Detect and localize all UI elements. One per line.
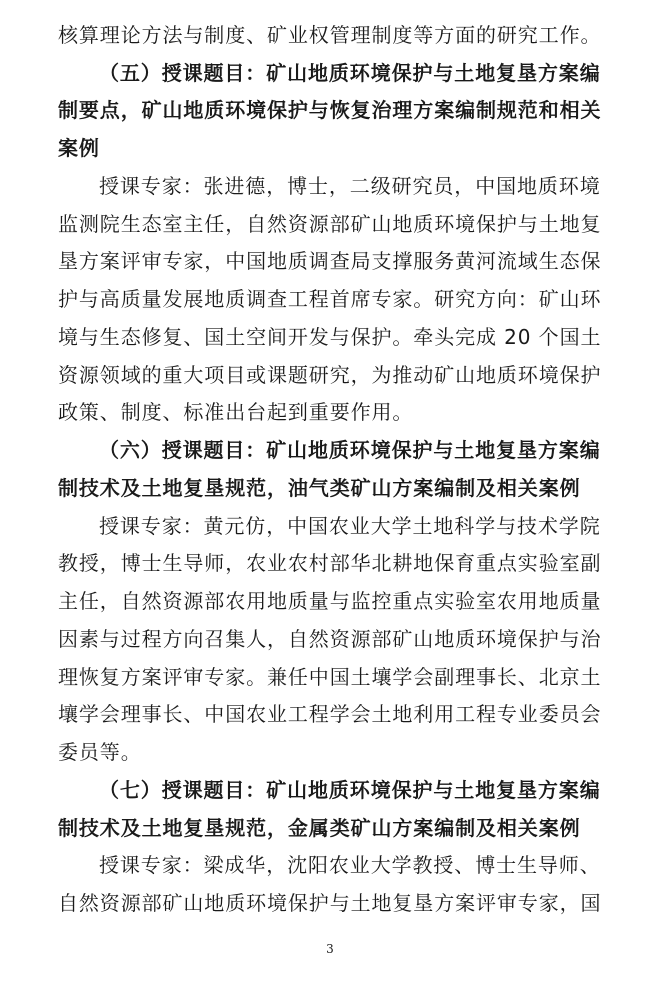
expert-paragraph-line: 垦方案评审专家，中国地质调查局支撑服务黄河流域生态保 <box>58 249 602 273</box>
expert-paragraph-line: 主任，自然资源部农用地质量与监控重点实验室农用地质量 <box>58 589 602 613</box>
section-heading-6-line-2: 制技术及土地复垦规范，油气类矿山方案编制及相关案例 <box>58 476 581 500</box>
expert-paragraph-line: 监测院生态室主任，自然资源部矿山地质环境保护与土地复 <box>58 212 602 236</box>
expert-paragraph-line: 资源领域的重大项目或课题研究，为推动矿山地质环境保护 <box>58 363 602 387</box>
section-heading-7-line-2: 制技术及土地复垦规范，金属类矿山方案编制及相关案例 <box>58 816 581 840</box>
text-line: 核算理论方法与制度、矿业权管理制度等方面的研究工作。 <box>58 23 602 47</box>
page-number: 3 <box>326 942 334 956</box>
section-heading-7: （七）授课题目：矿山地质环境保护与土地复垦方案编 <box>99 778 601 802</box>
expert-paragraph-line: 教授，博士生导师，农业农村部华北耕地保育重点实验室副 <box>58 551 602 575</box>
expert-paragraph-line: 因素与过程方向召集人，自然资源部矿山地质环境保护与治 <box>58 627 602 651</box>
expert-paragraph-line: 授课专家：张进德，博士，二级研究员，中国地质环境 <box>99 174 601 198</box>
expert-paragraph-line: 壤学会理事长、中国农业工程学会土地利用工程专业委员会 <box>58 702 602 726</box>
expert-paragraph-line: 护与高质量发展地质调查工程首席专家。研究方向：矿山环 <box>58 287 602 311</box>
expert-paragraph-line: 境与生态修复、国土空间开发与保护。牵头完成 20 个国土 <box>58 325 602 349</box>
expert-paragraph-line: 授课专家：梁成华，沈阳农业大学教授、博士生导师、 <box>99 853 601 877</box>
expert-paragraph-line: 授课专家：黄元仿，中国农业大学土地科学与技术学院 <box>99 514 601 538</box>
expert-paragraph-line: 政策、制度、标准出台起到重要作用。 <box>58 400 414 424</box>
section-heading-5: （五）授课题目：矿山地质环境保护与土地复垦方案编 <box>99 61 601 85</box>
section-heading-6: （六）授课题目：矿山地质环境保护与土地复垦方案编 <box>99 438 601 462</box>
section-heading-5-line-2: 制要点，矿山地质环境保护与恢复治理方案编制规范和相关 <box>58 98 602 122</box>
expert-paragraph-line: 理恢复方案评审专家。兼任中国土壤学会副理事长、北京土 <box>58 665 602 689</box>
expert-paragraph-line: 委员等。 <box>58 740 142 764</box>
section-heading-5-line-3: 案例 <box>58 136 100 160</box>
expert-paragraph-line: 自然资源部矿山地质环境保护与土地复垦方案评审专家，国 <box>58 891 602 915</box>
